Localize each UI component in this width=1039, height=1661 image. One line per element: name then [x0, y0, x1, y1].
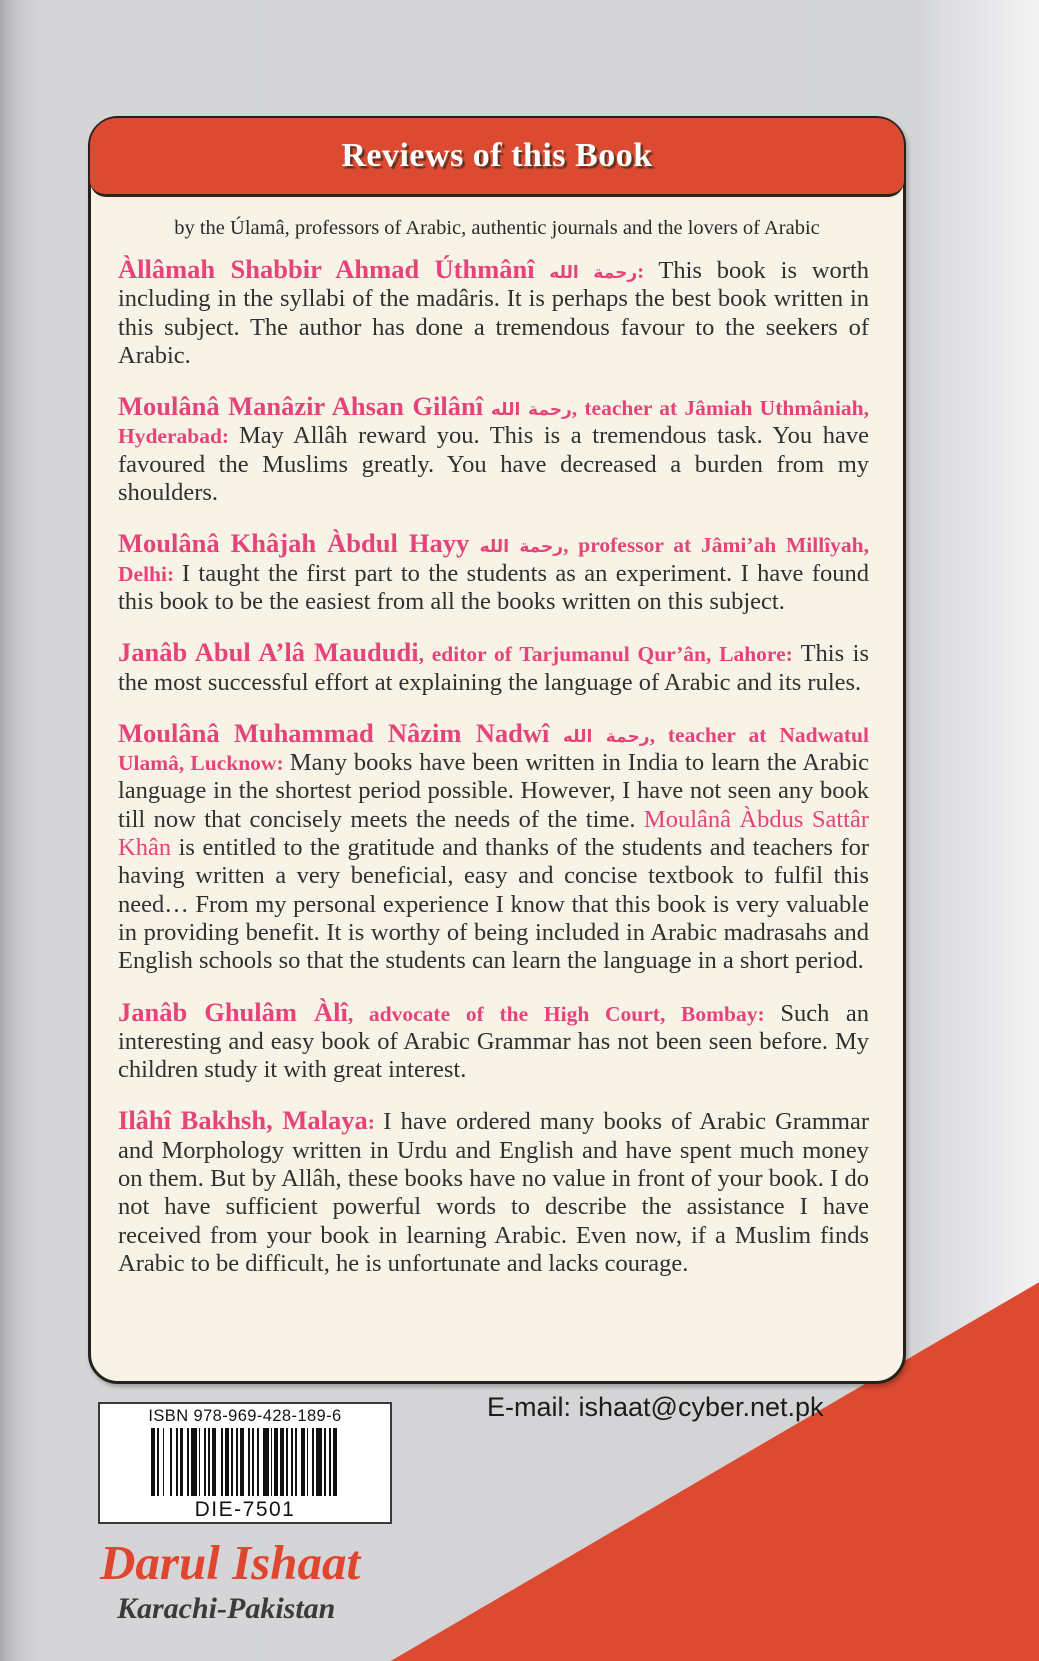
review — [118, 1105, 869, 1278]
review — [118, 254, 869, 370]
title-banner — [90, 118, 904, 197]
barcode-code: DIE-7501 — [194, 1498, 296, 1521]
reviewer-honorific-arabic: رحمة الله — [534, 263, 638, 283]
review-text: I taught the first part to the students as an experiment. I have found this book to be the easiest from all the books written on this subject. — [118, 559, 869, 615]
reviewer-attribution: , professor at Jâmi’ah Millîyah, Delhi: — [118, 533, 870, 586]
review-text: I have ordered many books of Arabic Grammar and Morphology written in Urdu and English and have spent much money on them. But by Allâh, these books have no value in front of your book. I do not have sufficient powerful words to describe the assistance I have received from your book in learning Arabic. Even now, if a Muslim finds Arabic to be difficult, he is unfortunate and lacks courage. — [118, 1108, 869, 1277]
page-title: Reviews of this Book — [341, 137, 653, 174]
reviewer-name: Moulânâ Muhammad Nâzim Nadwî — [118, 717, 550, 748]
review-body — [118, 749, 869, 974]
reviewer-attribution: : — [637, 259, 659, 283]
reviewer-attribution: , editor of Tarjumanul Qur’ân, Lahore: — [418, 642, 801, 667]
subtitle: by the Úlamâ, professors of Arabic, authentic journals and the lovers of Arabic — [174, 217, 820, 239]
review-text: This is the most successful effort at explaining the language of Arabic and its rules. — [118, 640, 869, 696]
barcode-gap — [337, 1428, 339, 1496]
review-text: Such an interesting and easy book of Arabic Grammar has not been seen before. My children study it with great interest. — [118, 999, 870, 1084]
email-line: E-mail: ishaat@cyber.net.pk — [487, 1392, 824, 1422]
reviewer-attribution: , teacher at Jâmiah Uthmâniah, Hyderabad: — [118, 396, 869, 449]
reviews-card — [88, 116, 906, 1384]
review — [118, 528, 869, 616]
reviewer-attribution: : — [367, 1110, 384, 1135]
publisher-location: Karachi-Pakistan — [117, 1592, 336, 1626]
review-body — [118, 560, 869, 615]
reviewer-name: Janâb Abul A’lâ Maududi — [118, 637, 419, 668]
reviewer-attribution: , teacher at Nadwatul Ulamâ, Lucknow: — [118, 722, 869, 776]
review-text: May Allâh reward you. This is a tremendous task. You have favoured the Muslims greatly. You have decreased a burden from my shoulders. — [118, 422, 869, 507]
isbn-label: ISBN 978-969-428-189-6 — [148, 1407, 342, 1425]
publisher-name: Darul Ishaat — [100, 1535, 361, 1590]
reviewer-honorific-arabic: رحمة الله — [469, 537, 564, 558]
reviewer-name: Janâb Ghulâm Àlî — [118, 996, 348, 1027]
reviews-list — [91, 244, 903, 1278]
publisher-block — [100, 1537, 360, 1626]
isbn-barcode-block — [98, 1402, 392, 1524]
review-text: is entitled to the gratitude and thanks of the students and teachers for having written a very beneficial, easy and concise textbook to fulfil this need… From my personal experience I know that this book is very valuable in providing benefit. It is worthy of being included in Arabic madrasahs and English schools so that the students can learn the language in a short period. — [118, 834, 869, 975]
reviewer-name: Ilâhî Bakhsh, Malaya — [118, 1105, 368, 1136]
reviewer-honorific-arabic: رحمة الله — [549, 726, 650, 747]
reviewer-name: Àllâmah Shabbir Ahmad Úthmânî — [118, 254, 535, 284]
highlighted-name: Moulânâ Àbdus Sattâr Khân — [118, 805, 869, 862]
review — [118, 997, 869, 1085]
review — [118, 391, 869, 507]
review — [118, 637, 869, 697]
barcode — [151, 1428, 339, 1496]
reviewer-name: Moulânâ Manâzir Ahsan Gilânî — [118, 391, 484, 422]
reviewer-honorific-arabic: رحمة الله — [483, 400, 572, 421]
reviewer-name: Moulânâ Khâjah Àbdul Hayy — [118, 528, 470, 559]
reviewer-attribution: , advocate of the High Court, Bombay: — [347, 1001, 781, 1026]
review-text: This book is worth including in the syllabi of the madâris. It is perhaps the best book written in this subject. The author has done a tremendous favour to the seekers of Arabic. — [118, 257, 869, 369]
review-text: Many books have been written in India to learn the Arabic language in the shortest period possible. However, I have not seen any book till now that concisely meets the needs of the time. — [118, 749, 869, 833]
review — [118, 718, 869, 976]
